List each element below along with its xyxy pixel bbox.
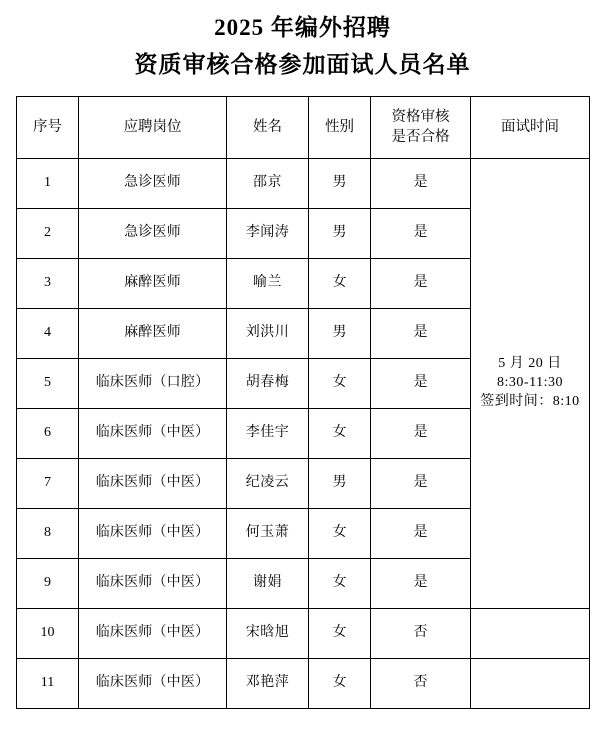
cell-seq: 2	[17, 209, 79, 259]
cell-qualified: 是	[371, 209, 471, 259]
cell-qualified: 是	[371, 359, 471, 409]
header-seq: 序号	[17, 97, 79, 159]
cell-interview-time-empty	[471, 659, 590, 709]
cell-post: 临床医师（中医）	[79, 509, 227, 559]
cell-name: 纪凌云	[227, 459, 309, 509]
cell-qualified: 是	[371, 559, 471, 609]
cell-name: 何玉萧	[227, 509, 309, 559]
cell-qualified: 是	[371, 309, 471, 359]
cell-post: 临床医师（中医）	[79, 609, 227, 659]
cell-gender: 女	[309, 359, 371, 409]
document-title	[0, 0, 605, 84]
cell-name: 李闻涛	[227, 209, 309, 259]
header-qualification-line-2: 是否合格	[391, 128, 450, 145]
cell-post: 麻醉医师	[79, 259, 227, 309]
cell-post: 急诊医师	[79, 209, 227, 259]
title-line-2: 资质审核合格参加面试人员名单	[134, 52, 471, 77]
header-qualification-line-1: 资格审核	[391, 108, 450, 125]
cell-seq: 6	[17, 409, 79, 459]
cell-gender: 女	[309, 559, 371, 609]
cell-gender: 男	[309, 209, 371, 259]
header-qualification	[371, 97, 471, 159]
roster-table-wrapper	[16, 96, 589, 709]
header-name: 姓名	[227, 97, 309, 159]
cell-name: 谢娟	[227, 559, 309, 609]
header-gender: 性别	[309, 97, 371, 159]
cell-qualified: 否	[371, 609, 471, 659]
cell-post: 急诊医师	[79, 159, 227, 209]
cell-post: 临床医师（中医）	[79, 459, 227, 509]
header-post: 应聘岗位	[79, 97, 227, 159]
cell-gender: 男	[309, 459, 371, 509]
cell-qualified: 是	[371, 459, 471, 509]
cell-qualified: 是	[371, 259, 471, 309]
cell-name: 宋晗旭	[227, 609, 309, 659]
cell-qualified: 否	[371, 659, 471, 709]
cell-gender: 女	[309, 609, 371, 659]
cell-seq: 10	[17, 609, 79, 659]
cell-interview-time	[471, 159, 590, 609]
cell-gender: 女	[309, 659, 371, 709]
cell-gender: 男	[309, 159, 371, 209]
cell-qualified: 是	[371, 509, 471, 559]
cell-gender: 女	[309, 259, 371, 309]
cell-post: 麻醉医师	[79, 309, 227, 359]
table-row	[17, 659, 590, 709]
cell-seq: 9	[17, 559, 79, 609]
cell-name: 邓艳萍	[227, 659, 309, 709]
cell-post: 临床医师（中医）	[79, 559, 227, 609]
interview-sign-in: 签到时间：8:10	[480, 393, 580, 409]
cell-seq: 7	[17, 459, 79, 509]
title-line-1: 2025 年编外招聘	[214, 15, 391, 40]
cell-name: 喻兰	[227, 259, 309, 309]
interview-date: 5 月 20 日	[498, 356, 562, 372]
table-header-row	[17, 97, 590, 159]
cell-name: 刘洪川	[227, 309, 309, 359]
cell-gender: 女	[309, 409, 371, 459]
table-row	[17, 609, 590, 659]
roster-table	[16, 96, 590, 709]
cell-gender: 女	[309, 509, 371, 559]
cell-seq: 3	[17, 259, 79, 309]
cell-post: 临床医师（口腔）	[79, 359, 227, 409]
cell-name: 胡春梅	[227, 359, 309, 409]
cell-name: 邵京	[227, 159, 309, 209]
cell-post: 临床医师（中医）	[79, 409, 227, 459]
table-row	[17, 159, 590, 209]
cell-seq: 1	[17, 159, 79, 209]
cell-seq: 8	[17, 509, 79, 559]
cell-qualified: 是	[371, 159, 471, 209]
cell-name: 李佳宇	[227, 409, 309, 459]
cell-qualified: 是	[371, 409, 471, 459]
cell-seq: 4	[17, 309, 79, 359]
cell-post: 临床医师（中医）	[79, 659, 227, 709]
cell-seq: 5	[17, 359, 79, 409]
cell-gender: 男	[309, 309, 371, 359]
cell-seq: 11	[17, 659, 79, 709]
cell-interview-time-empty	[471, 609, 590, 659]
interview-time-range: 8:30-11:30	[497, 375, 563, 391]
header-interview-time: 面试时间	[471, 97, 590, 159]
